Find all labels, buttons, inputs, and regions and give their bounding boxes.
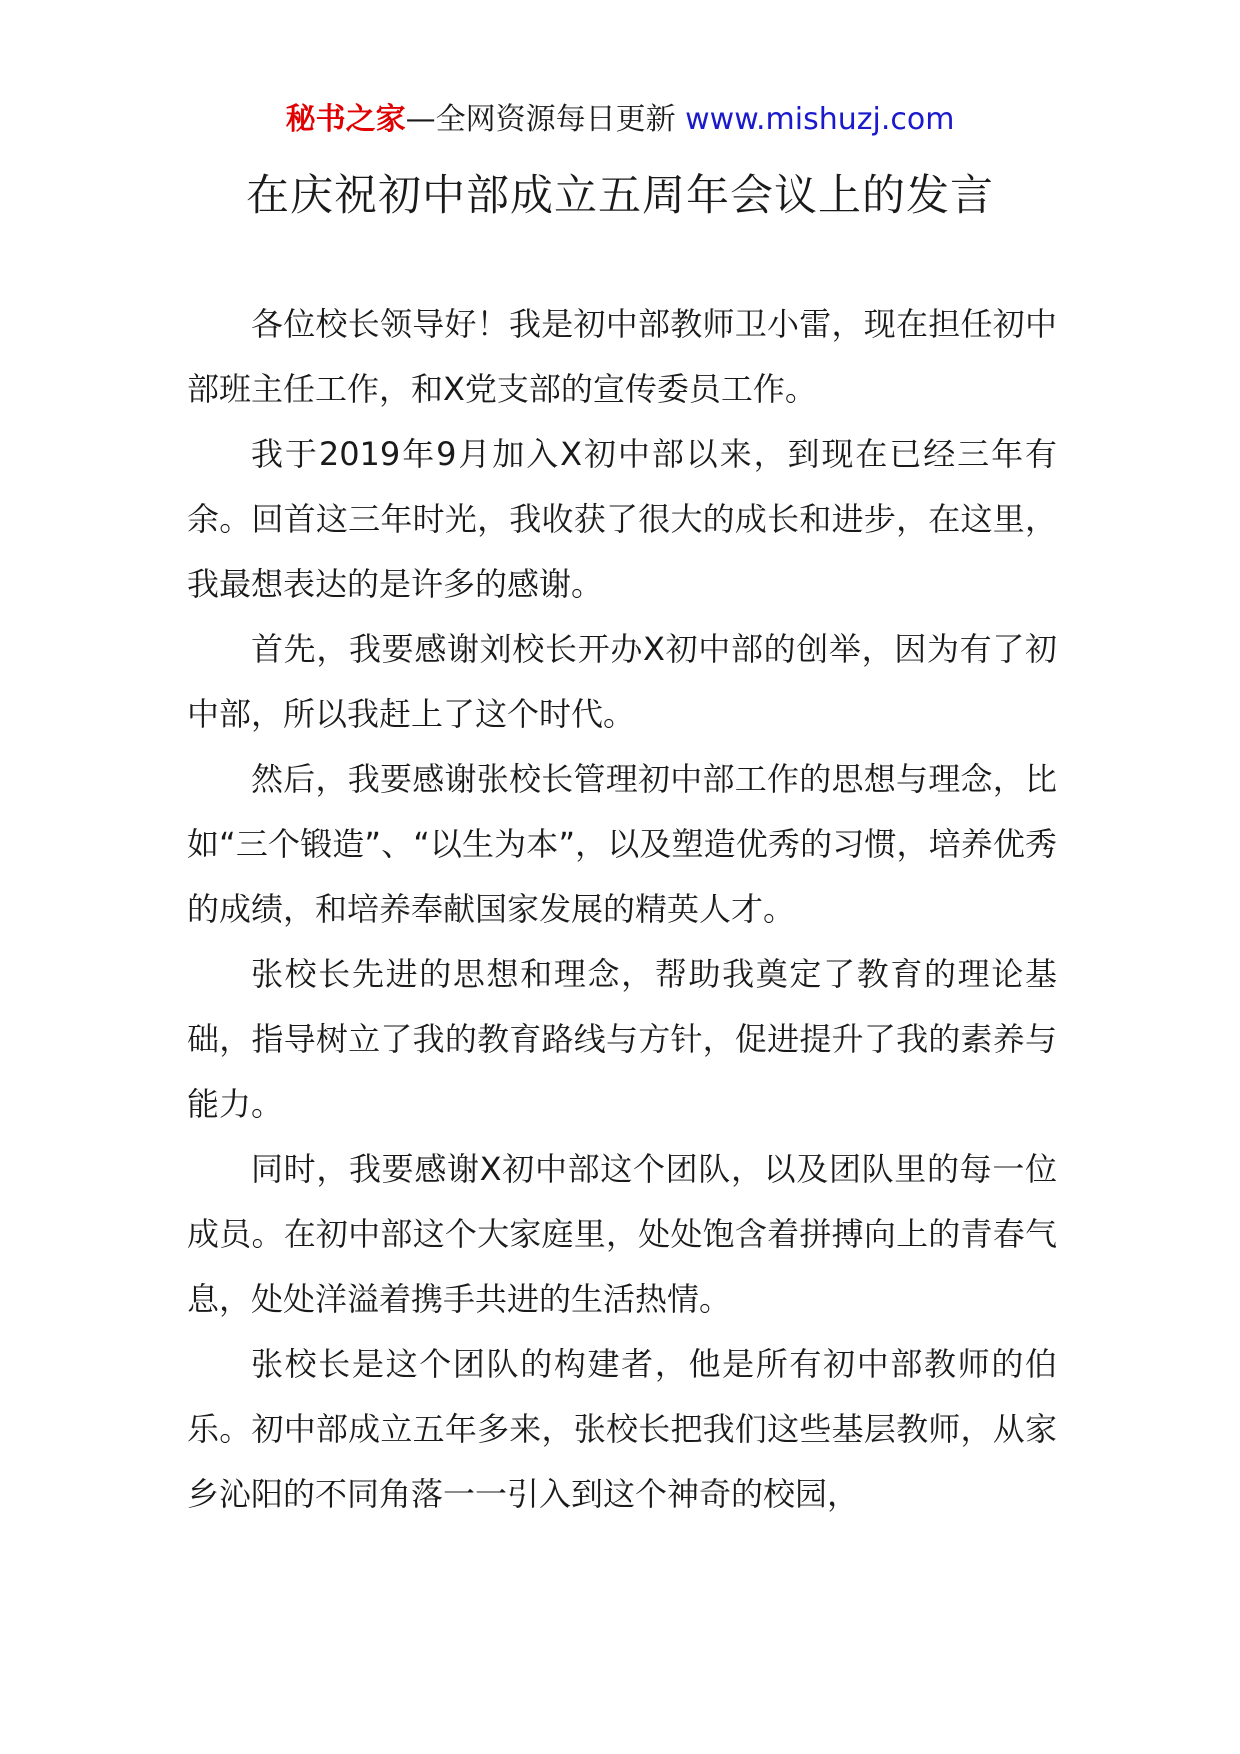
site-url-link[interactable]: www.mishuzj.com xyxy=(685,102,955,137)
paragraph: 同时，我要感谢X初中部这个团队，以及团队里的每一位成员。在初中部这个大家庭里，处处饱含着拼搏向上的青春气息，处处洋溢着携手共进的生活热情。 xyxy=(187,1150,1057,1318)
site-header xyxy=(0,100,1240,140)
paragraph: 然后，我要感谢张校长管理初中部工作的思想与理念，比如“三个锻造”、“以生为本”，以及塑造优秀的习惯，培养优秀的成绩，和培养奉献国家发展的精英人才。 xyxy=(187,760,1057,928)
paragraph: 各位校长领导好！我是初中部教师卫小雷，现在担任初中部班主任工作，和X党支部的宣传委员工作。 xyxy=(187,305,1057,408)
document-body xyxy=(187,292,1057,1527)
paragraph: 首先，我要感谢刘校长开办X初中部的创举，因为有了初中部，所以我赶上了这个时代。 xyxy=(187,630,1057,733)
paragraph: 我于2019年9月加入X初中部以来，到现在已经三年有余。回首这三年时光，我收获了很大的成长和进步，在这里，我最想表达的是许多的感谢。 xyxy=(187,435,1057,603)
brand-name: 秘书之家 xyxy=(285,102,406,137)
paragraph: 张校长先进的思想和理念，帮助我奠定了教育的理论基础，指导树立了我的教育路线与方针，促进提升了我的素养与能力。 xyxy=(187,955,1057,1123)
document-title: 在庆祝初中部成立五周年会议上的发言 xyxy=(246,171,994,221)
paragraph: 张校长是这个团队的构建者，他是所有初中部教师的伯乐。初中部成立五年多来，张校长把我们这些基层教师，从家乡沁阳的不同角落一一引入到这个神奇的校园， xyxy=(187,1345,1057,1513)
header-tagline: —全网资源每日更新 xyxy=(405,102,686,137)
